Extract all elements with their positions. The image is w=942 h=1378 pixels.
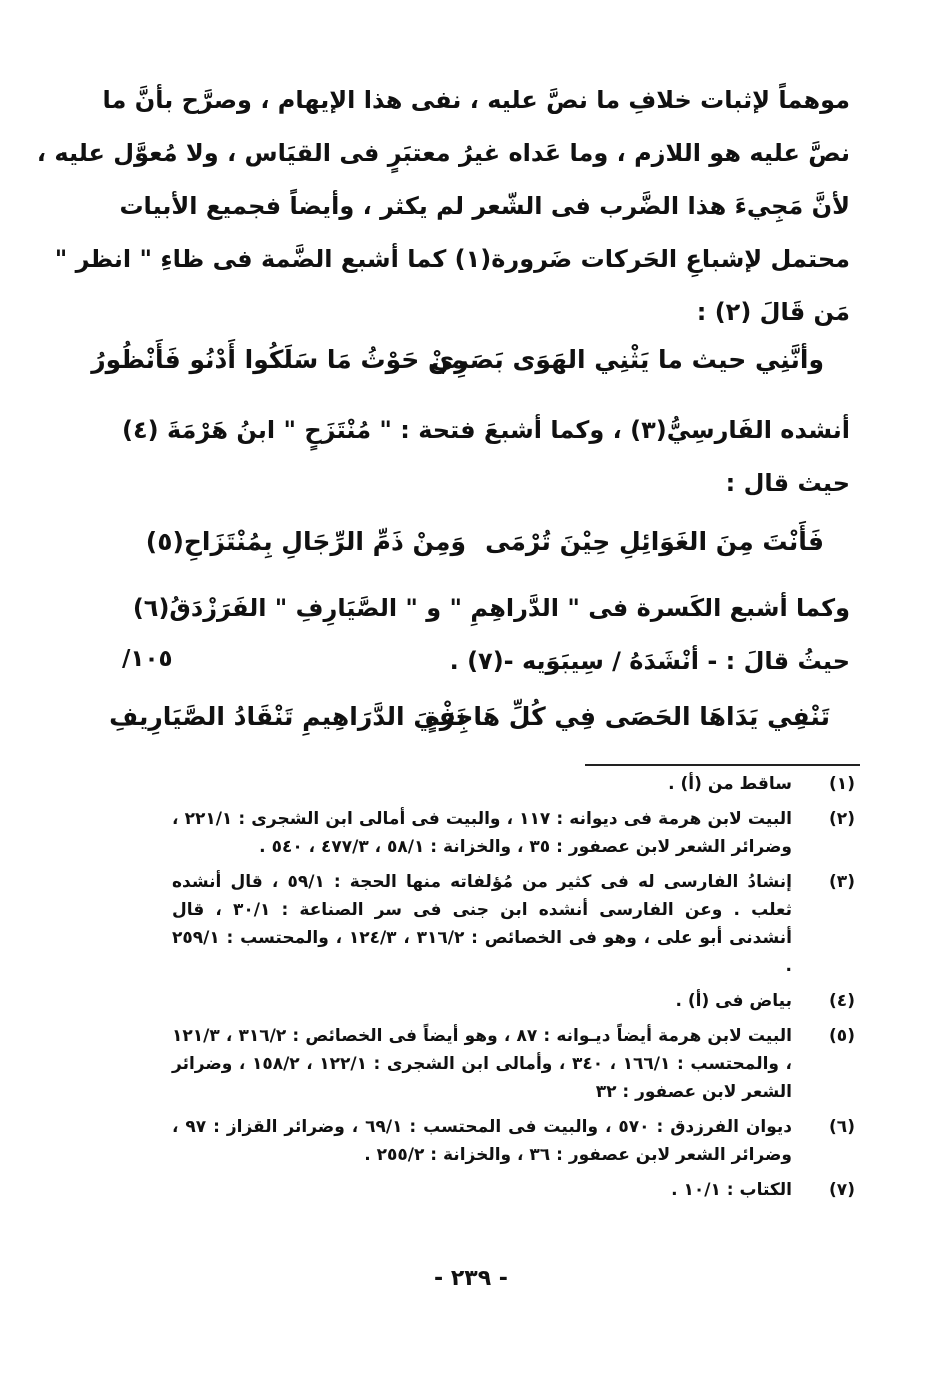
verse-3 (0, 702, 942, 752)
footnote-text: الكتاب : ١٠/١ . (671, 1180, 792, 1200)
footnote-text: بياض فى (أ) . (675, 991, 792, 1011)
footnotes (172, 770, 862, 1211)
footnote-number: (٢) (829, 809, 855, 829)
verse-hemistich-second: نَفْيَ الدَّرَاهِيمِ تَنْقَادُ الصَّيَارِيفِ (109, 702, 466, 731)
body-paragraph-2 (122, 404, 850, 510)
verse-hemistich-second: وَمِنْ ذَمِّ الرِّجَالِ بِمُنْتَزَاحِ(٥) (145, 527, 466, 556)
body-line: حيثُ قالَ : - أنْشَدَهُ / سِيبَوَيه -(٧) . (449, 647, 850, 675)
verse-1 (0, 345, 942, 395)
margin-page-reference: ١٠٥/ (122, 646, 173, 672)
footnote (172, 868, 862, 980)
verse-hemistich-second: مِنْ حَوْثُ مَا سَلَكُوا أَدْنُو فَأَنْظُورُ (91, 345, 466, 374)
footnote (172, 805, 862, 861)
body-line: حيث قال : (725, 469, 850, 497)
footnote-number: (٥) (829, 1026, 855, 1046)
footnote-number: (٦) (829, 1117, 855, 1137)
footnote (172, 1176, 862, 1204)
body-line: نصَّ عليه هو اللازم ، وما عَداه غيرُ معتبَرٍ فى القيَاس ، ولا مُعوَّل عليه ، (36, 139, 850, 167)
footnote-text: ديوان الفرزدق : ٥٧٠ ، والبيت فى المحتسب : ٦٩/١ ، وضرائر القزاز : ٩٧ ، وضرائر الشعر لابن عصفور : ٣٦ ، والخزانة : ٢٥٥/٢ . (172, 1117, 793, 1165)
footnote-number: (١) (829, 774, 855, 794)
body-line: محتمل لإشباعِ الحَركات ضَرورة(١) كما أشبع الضَّمة فى ظاءِ " انظر " (54, 245, 850, 273)
footnote (172, 1022, 862, 1106)
verse-hemistich-first: وأنَّنِي حيث ما يَثْنِي الهَوَى بَصَرِي (431, 345, 824, 374)
verse-2 (0, 527, 942, 577)
footnote-text: إنشادُ الفارسى له فى كثير من مُؤلفاته منها الحجة : ٥٩/١ ، قال أنشده ثعلب . وعن الفارسى أنشده ابن جنى فى سر الصناعة : ٣٠/١ ، قال أنشدنى أبو على ، وهو فى الخصائص : ٣١٦/٢ ، ١٢٤/٣ ، والمحتسب : ٢٥٩/١ . (172, 872, 793, 976)
footnote (172, 1113, 862, 1169)
verse-hemistich-first: فَأَنْتَ مِنَ الغَوَائِلِ حِيْنَ تُرْمَى (485, 527, 824, 556)
footnote-number: (٤) (829, 991, 855, 1011)
footnote-text: البيت لابن هرمة أيضاً ديـوانه : ٨٧ ، وهو أيضاً فى الخصائص : ٣١٦/٢ ، ١٢١/٣ ، والمحتسب : ١٦٦/١ ، ٣٤٠ ، وأمالى ابن الشجرى : ١٢٢/١ ، ١٥٨/٢ ، وضرائر الشعر لابن عصفور : ٣٢ (172, 1026, 793, 1102)
footnote-text: البيت لابن هرمة فى ديوانه : ١١٧ ، والبيت فى أمالى ابن الشجرى : ٢٢١/١ ، وضرائر الشعر لابن عصفور : ٣٥ ، والخزانة : ٥٨/١ ، ٤٧٧/٣ ، ٥٤٠ . (172, 809, 792, 857)
verse-hemistich-first: تَنْفِي يَدَاهَا الحَصَى فِي كُلِّ هَاجِرَةٍ (425, 702, 830, 731)
page-number: - ٢٣٩ - (434, 1266, 508, 1291)
body-paragraph-1 (36, 74, 850, 339)
footnote (172, 987, 862, 1015)
footnote-number: (٧) (829, 1180, 855, 1200)
footnote-separator (585, 764, 860, 766)
footnote-number: (٣) (829, 872, 855, 892)
footnote-text: ساقط من (أ) . (668, 774, 792, 794)
body-line: لأنَّ مَجِيءَ هذا الضَّرب فى الشّعر لم يكثر ، وأيضاً فجميع الأبيات (119, 192, 850, 220)
body-line: موهماً لإثبات خلافِ ما نصَّ عليه ، نفى هذا الإيهام ، وصرَّح بأنَّ ما (102, 86, 850, 114)
body-line: أنشده الفَارسِيُّ(٣) ، وكما أشبعَ فتحة : " مُنْتَزَحٍ " ابنُ هَرْمَةَ (٤) (122, 416, 850, 444)
body-line: وكما أشبع الكَسرة فى " الدَّراهِمِ " و " الصَّيَارِفِ " الفَرَزْدَقُ(٦) (132, 594, 850, 622)
body-line: مَن قَالَ (٢) : (696, 298, 850, 326)
footnote (172, 770, 862, 798)
